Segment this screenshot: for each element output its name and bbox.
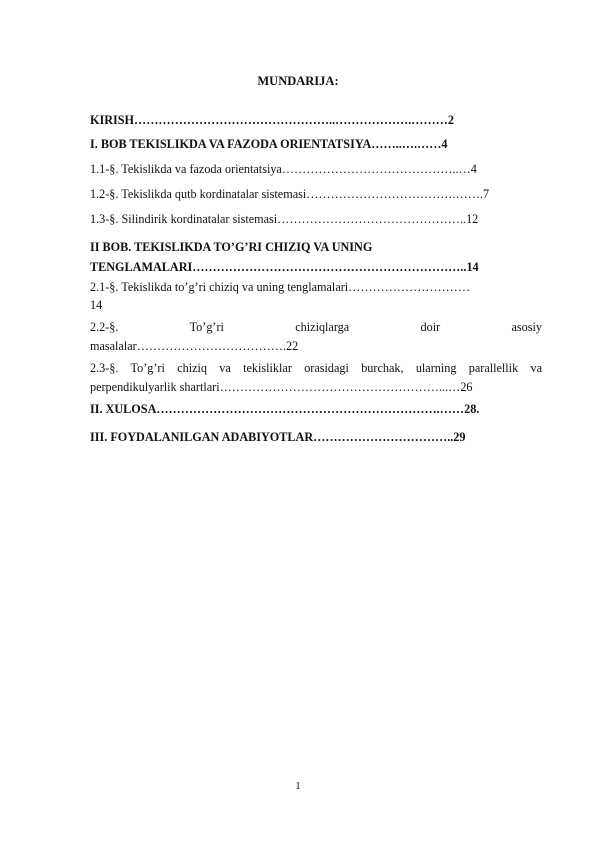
toc-entry-1-1[interactable]: 1.1-§. Tekislikda va fazoda orientatsiya……………………………………..…4: [90, 162, 477, 176]
toc-entry-adabiyotlar[interactable]: III. FOYDALANILGAN ADABIYOTLAR……………………………..29: [90, 430, 466, 444]
toc-entry-xulosa[interactable]: II. XULOSA…………………………………………………………….……28.: [90, 402, 480, 416]
toc-entry-1-2[interactable]: 1.2-§. Tekislikda qutb kordinatalar sistemasi……………………………….…….7: [90, 187, 490, 201]
toc-entry-chapter-2-line-2[interactable]: TENGLAMALARI…………………………………………………………..14: [90, 260, 479, 274]
toc-title: MUNDARIJA:: [257, 74, 339, 88]
page-number: 1: [295, 780, 301, 792]
toc-entry-2-1[interactable]: 2.1-§. Tekislikda to’g’ri chiziq va uning tenglamalari…………………………: [90, 280, 471, 294]
toc-entry-chapter-2-line-1[interactable]: II BOB. TEKISLIKDA TO’G’RI CHIZIQ VA UNING: [90, 240, 373, 254]
toc-entry-2-2[interactable]: 2.2-§. To’g’ri chiziqlarga doir asosiy: [90, 320, 542, 334]
table-of-contents: [90, 112, 542, 445]
toc-entry-2-1-page: 14: [90, 298, 103, 312]
toc-entry-2-3-cont[interactable]: perpendikulyarlik shartlari………………………………………………...…26: [90, 380, 473, 394]
toc-entry-1-3[interactable]: 1.3-§. Silindirik kordinatalar sistemasi………………………………………..12: [90, 212, 479, 226]
toc-entry-kirish[interactable]: KIRISH…………………………………………..……………….………2: [90, 113, 454, 127]
toc-entry-chapter-1[interactable]: I. BOB TEKISLIKDA VA FAZODA ORIENTATSIYA……..….……4: [90, 137, 448, 151]
toc-entry-2-2-cont[interactable]: masalalar……………………………….22: [90, 339, 299, 353]
toc-entry-2-3[interactable]: 2.3-§. To’g’ri chiziq va tekisliklar orasidagi burchak, ularning parallellik va: [90, 361, 542, 375]
